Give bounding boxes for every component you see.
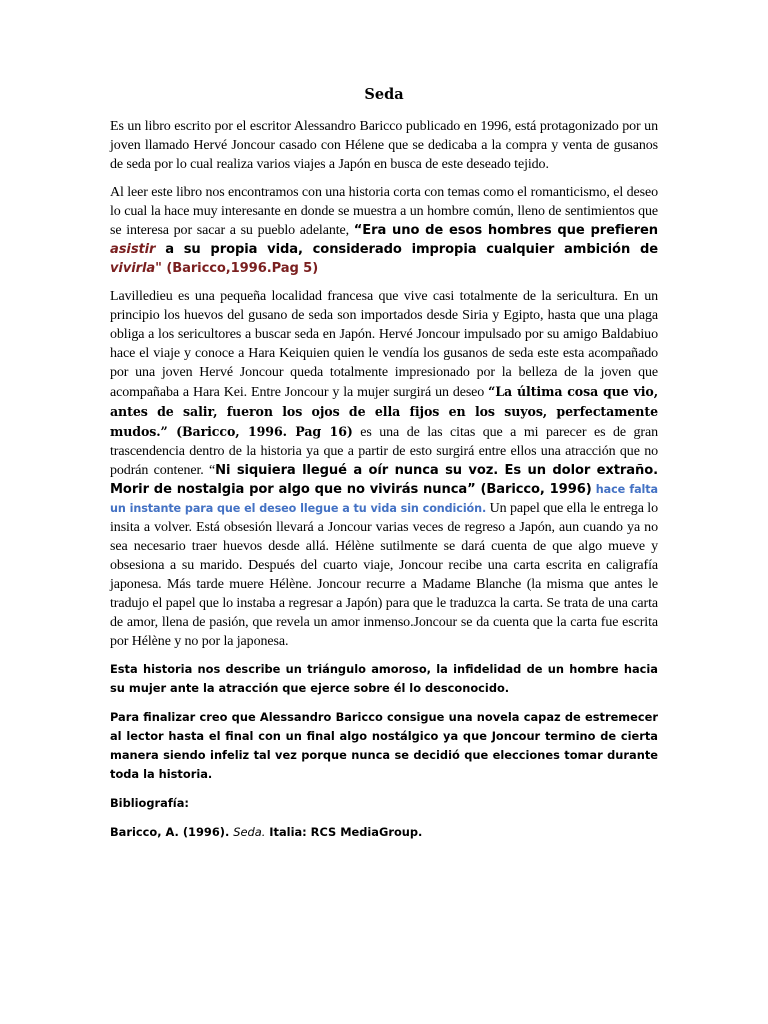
paragraph-plot-text-a: Lavilledieu es una pequeña localidad francesa que vive casi totalmente de la sericultura. En un principio los huevos del gusano de seda son importados desde Siria y Egipto, hasta que una plaga obliga a los sericultores a buscar seda en Japón. Hervé Joncour impulsado por su amigo Baldabiuo hace el viaje y conoce a Hara Keiquien quien le vendía los gusanos de seda este esta acompañado por una joven Hervé Joncour queda totalmente impresionado por la belleza de la joven que acompañaba a Hara Kei. Entre Joncour y la mujer surgirá un deseo [110, 289, 658, 400]
reference-work-title: Seda. [233, 825, 266, 839]
bibliography-heading: Bibliografía: [110, 796, 189, 810]
paragraph-triangle: Esta historia nos describe un triángulo amoroso, la infidelidad de un hombre hacia su mujer ante la atracción que ejerce sobre él lo desconocido. [110, 662, 658, 695]
quote-italic-asistir: asistir [110, 242, 156, 257]
paragraph-conclusion: Para finalizar creo que Alessandro Baricco consigue una novela capaz de estremecer al lector hasta el final con un final algo nostálgico ya que Joncour termino de cierta manera siendo infeliz tal vez porque nunca se decidió que elecciones tomar durante toda la historia. [110, 710, 658, 781]
document-title: Seda [364, 86, 404, 103]
quote-italic-vivirla: vivirla" [110, 261, 162, 276]
quote-hombres-part-2: a su propia vida, considerado impropia cualquier ambición de [155, 242, 658, 257]
quote-ultima-cosa: “La última cosa que vio, antes de salir, fueron los ojos de ella fijos en los suyos, perfectamente mudos.” (Baricco, 1996. Pag 16) [110, 384, 658, 439]
citation-pag-5: (Baricco,1996.Pag 5) [161, 261, 319, 276]
reference-author: Baricco, A. (1996). [110, 825, 234, 839]
paragraph-themes-text: Al leer este libro nos encontramos con una historia corta con temas como el romanticismo, el deseo lo cual la hace muy interesante en donde se muestra a un hombre común, lleno de sentimientos que se interesa por sacar a su pueblo adelante, [110, 185, 658, 238]
reference-publisher: Italia: RCS MediaGroup. [265, 825, 423, 839]
paragraph-plot-text-c: Un papel que ella le entrega lo insita a volver. Está obsesión llevará a Joncour varias veces de regreso a Japón, aun cuando ya no sea necesario traer huevos desde allá. Hélène sutilmente se dará cuenta de que algo mueve y obsesiona a su marido. Después del cuarto viaje, Joncour recibe una carta escrita en caligrafía japonesa. Más tarde muere Hélène. Joncour recurre a Madame Blanche (la misma que antes le tradujo el papel que lo instaba a regresar a Japón) para que le traduzca la carta. Se trata de una carta de amor, llena de pasión, que revela un amor inmenso.Joncour se da cuenta que la carta fue escrita por Hélène y no por la japonesa. [110, 501, 658, 649]
highlight-deseo-instante: hace falta un instante para que el deseo llegue a tu vida sin condición. [110, 483, 658, 515]
paragraph-plot [110, 287, 658, 651]
paragraph-themes [110, 183, 658, 278]
quote-ni-siquiera: Ni siquiera llegué a oír nunca su voz. Es un dolor extraño. Morir de nostalgia por algo que no vivirás nunca” (Baricco, 1996) [110, 463, 659, 497]
paragraph-intro: Es un libro escrito por el escritor Alessandro Baricco publicado en 1996, está protagonizado por un joven llamado Hervé Joncour casado con Hélene que se dedicaba a la compra y venta de gusanos de seda por lo cual realiza varios viajes a Japón en busca de este deseado tejido. [110, 119, 658, 172]
bibliography-reference [110, 823, 658, 842]
quote-hombres-part-1: “Era uno de esos hombres que prefieren [353, 223, 659, 238]
paragraph-plot-text-b: es una de las citas que a mi parecer es de gran trascendencia dentro de la historia ya que a partir de esto surgirá entre ellos una atracción que no podrán contener. “ [110, 425, 658, 478]
